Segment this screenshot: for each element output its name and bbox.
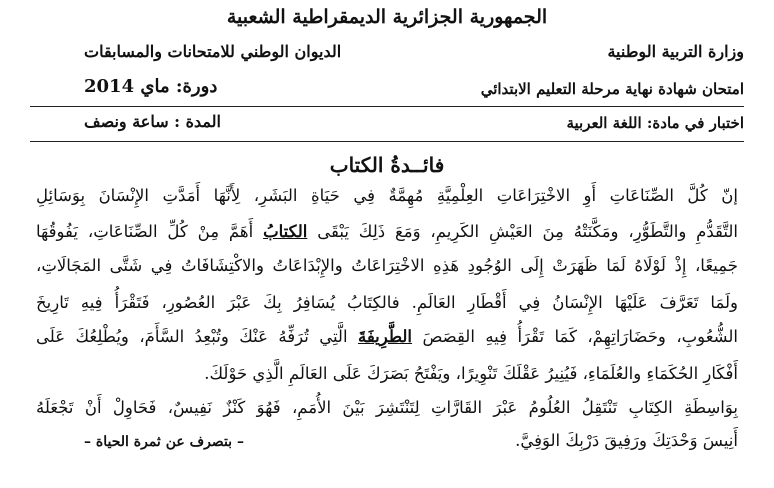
exam-session: دورة: ماي 2014 (84, 76, 218, 97)
exam-title: امتحان شهادة نهاية مرحلة التعليم الابتدائي (480, 80, 744, 98)
text-line-4: ولَمَا تَعَرَّفَ عَلَيْهَا الإِنْسَانُ فِي أَقْطَارِ العَالَمِ. فالكِتَابُ يُسَافِرُ بِكَ عَبْرَ العُصُورِ، فَتَقْرَأُ فِيهِ تَارِيخَ (36, 293, 738, 312)
text-line-1: إنّ كُلَّ الصِّنَاعَاتِ أَوِ الاخْتِرَاعَاتِ العِلْمِيَّةِ مُهِمَّةٌ فِي حَيَاةِ البَشَرِ، لِأَنَّهَا أَمَدَّتِ الإِنْسَانَ بِوَسَائِلِ (36, 186, 738, 205)
exam-office-name: الديوان الوطني للامتحانات والمسابقات (84, 42, 342, 61)
keyword-book: الكتابُ (263, 222, 308, 241)
text-line-6: أَفْكَارِ الحُكَمَاءِ والعُلَمَاءِ، فَيُنِيرُ عَقْلَكَ تَنْوِيرًا، ويَفْتَحُ بَصَرَكَ عَلَى العَالَمِ الَّذِي حَوْلَكَ. (204, 364, 738, 383)
text-line-2-start: التَّقَدُّمِ والتَّطَوُّرِ، ومَكَّنَتْهُ مِنَ العَيْشِ الكَرِيمِ، وَمَعَ ذَلِكَ يَبْقَى (317, 222, 738, 241)
text-line-7: بِوَاسِطَةِ الكِتَابِ تَنْتَقِلُ العُلُومُ عَبْرَ القَارَّاتِ لِتَنْتَشِرَ بَيْنَ الأُمَمِ، فَهُوَ كَنْزٌ نَفِيسٌ، فَحَاوِلْ أَنْ تَجْعَلَهُ (36, 398, 738, 417)
ministry-name: وزارة التربية الوطنية (607, 42, 744, 61)
text-line-5 (36, 327, 738, 346)
text-line-8: أَنِيسَ وَحْدَتِكَ ورَفِيقَ دَرْبِكَ الوَفِيَّ. (515, 431, 738, 450)
text-source: – بتصرف عن ثمرة الحياة – (84, 434, 244, 450)
text-line-2-end: أَهَمَّ مِنْ كُلِّ الصِّنَاعَاتِ، يَفُوقُهَا (36, 222, 254, 241)
header-divider-bottom (30, 141, 744, 142)
exam-subject: اختبار في مادة: اللغة العربية (566, 114, 744, 132)
republic-heading: الجمهورية الجزائرية الديمقراطية الشعبية (226, 6, 548, 28)
text-line-5-start: الشُّعُوبِ، وحَضَارَاتِهِمْ، كَمَا تَقْرَأُ فِيهِ القِصَصَ (422, 327, 738, 346)
reading-text-title: فائــدةُ الكتاب (329, 153, 445, 177)
keyword-amusing: الطَّرِيفَةَ (357, 327, 413, 346)
text-line-3: جَمِيعًا، إِذْ لَوْلَاهُ لَمَا ظَهَرَتْ إِلَى الوُجُودِ هَذِهِ الاخْتِرَاعَاتُ والإِبْدَاعَاتُ والاكْتِشَافَاتُ فِي شَتَّى المَجَالَاتِ، (36, 256, 738, 275)
text-line-2 (36, 222, 738, 241)
header-divider-top (30, 106, 744, 107)
text-line-5-end: الَّتِي تُرَفِّهُ عَنْكَ وتُبْعِدُ السَّأَمَ، ويُطْلِعُكَ عَلَى (36, 327, 348, 346)
exam-duration: المدة : ساعة ونصف (84, 112, 221, 131)
